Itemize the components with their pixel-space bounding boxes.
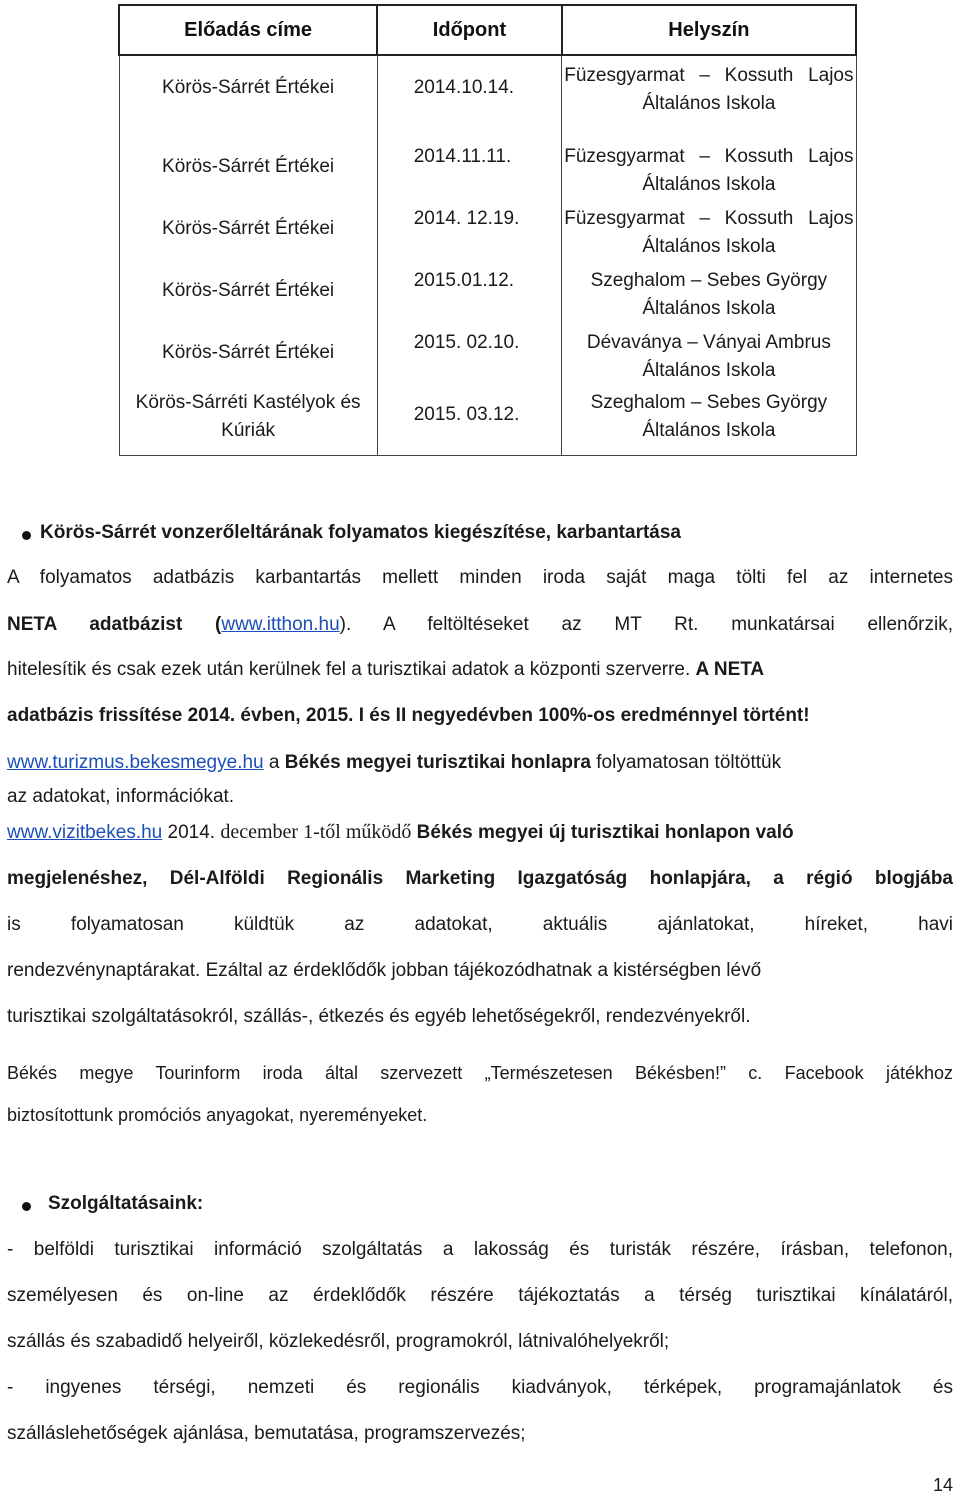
text-span: 2014. [162, 822, 221, 843]
row-place [562, 323, 856, 385]
paragraph-line: turisztikai szolgáltatásokról, szállás-, étkezés és egyéb lehetőségekről, rendezvényekről. [7, 1006, 751, 1027]
vizitbekes-link[interactable]: www.vizitbekes.hu [7, 822, 163, 843]
place-name: Füzesgyarmat – Kossuth Lajos [564, 208, 854, 229]
table-row [119, 261, 856, 323]
place-school: Általános Iskola [642, 93, 776, 114]
row-date: 2015.01.12. [377, 261, 562, 323]
place-name: Szeghalom – Sebes György [590, 392, 828, 413]
row-date: 2014.10.14. [377, 55, 562, 137]
paragraph-line: Békés megye Tourinform iroda által szervezett „Természetesen Békésben!” c. Facebook játékhoz [7, 1063, 953, 1083]
bold-span: A NETA [695, 659, 765, 680]
section-heading: Szolgáltatásaink: [48, 1193, 204, 1214]
text-span: is folyamatosan küldtük az adatokat, aktuális ajánlatokat, híreket, havi [7, 914, 953, 935]
table-row [119, 385, 856, 455]
row-date: 2015. 02.10. [377, 323, 562, 385]
table-row [119, 199, 856, 261]
bullet-icon [22, 1202, 31, 1211]
row-place [562, 261, 856, 323]
paragraph-line: biztosítottunk promóciós anyagokat, nyereményeket. [7, 1105, 428, 1125]
row-title [119, 385, 377, 455]
row-title: Körös-Sárrét Értékei [119, 323, 377, 385]
place-school: Általános Iskola [642, 420, 776, 441]
bold-span: Békés megyei turisztikai honlapra [284, 752, 591, 773]
paragraph-line [7, 914, 953, 936]
paragraph-line [7, 752, 953, 774]
row-place [562, 385, 856, 455]
paragraph-line: személyesen és on-line az érdeklődők részére tájékoztatás a térség turisztikai kínálatáról, [7, 1285, 953, 1306]
page-number: 14 [932, 1475, 953, 1495]
row-date: 2015. 03.12. [377, 385, 562, 455]
table-row [119, 55, 856, 137]
paragraph-line [7, 614, 953, 636]
place-school: Általános Iskola [642, 298, 776, 319]
paragraph-line: szálláslehetőségek ajánlása, bemutatása, programszervezés; [7, 1423, 526, 1444]
paragraph-line [7, 821, 953, 844]
turizmus-link[interactable]: www.turizmus.bekesmegye.hu [7, 752, 264, 773]
place-school: Általános Iskola [642, 360, 776, 381]
place-school: Általános Iskola [642, 236, 776, 257]
row-title-line: Körös-Sárréti Kastélyok és [135, 392, 361, 413]
section-heading: Körös-Sárrét vonzerőleltárának folyamatos kiegészítése, karbantartása [40, 522, 681, 543]
paragraph-line: adatbázis frissítése 2014. évben, 2015. I és II negyedévben 100%-os eredménnyel történt! [7, 705, 810, 726]
events-table [118, 4, 857, 456]
header-title: Előadás címe [119, 5, 377, 55]
bullet-icon [22, 531, 31, 540]
table-row [119, 137, 856, 199]
paragraph-line: az adatokat, információkat. [7, 786, 235, 807]
itthon-link[interactable]: www.itthon.hu [221, 614, 340, 635]
table-row [119, 323, 856, 385]
row-date: 2014.11.11. [377, 137, 562, 199]
paragraph-line: A folyamatos adatbázis karbantartás mellett minden iroda saját maga tölti fel az internetes [7, 567, 953, 588]
row-title: Körös-Sárrét Értékei [119, 199, 377, 261]
place-name: Füzesgyarmat – Kossuth Lajos [564, 146, 854, 167]
row-place [562, 55, 856, 137]
text-span: a [263, 752, 285, 773]
row-date: 2014. 12.19. [377, 199, 562, 261]
paragraph-line: - ingyenes térségi, nemzeti és regionális kiadványok, térképek, programajánlatok és [7, 1377, 953, 1398]
table-header-row [119, 5, 856, 55]
text-span: NETA adatbázist ( [7, 614, 222, 635]
text-span: Ezáltal az érdeklődők jobban tájékozódhatnak a kistérségben lévő [205, 960, 762, 981]
row-place [562, 199, 856, 261]
bold-span: megjelenéshez, Dél-Alföldi [7, 868, 265, 889]
row-place [562, 137, 856, 199]
paragraph-line [7, 960, 953, 982]
paragraph-line [7, 868, 953, 890]
bold-span: Békés megyei új turisztikai honlapon való [411, 822, 794, 843]
place-name: Szeghalom – Sebes György [590, 270, 828, 291]
place-name: Dévaványa – Ványai Ambrus [586, 332, 831, 353]
header-date: Időpont [377, 5, 562, 55]
text-span: rendezvénynaptárakat. [7, 960, 206, 981]
text-span: folyamatosan töltöttük [590, 752, 782, 773]
place-name: Füzesgyarmat – Kossuth Lajos [564, 65, 854, 86]
row-title: Körös-Sárrét Értékei [119, 137, 377, 199]
paragraph-line: - belföldi turisztikai információ szolgáltatás a lakosság és turisták részére, írásban, telefonon, [7, 1239, 953, 1260]
header-place: Helyszín [562, 5, 856, 55]
row-title: Körös-Sárrét Értékei [119, 261, 377, 323]
text-span: ). A feltöltéseket az MT Rt. munkatársai ellenőrzik, [339, 614, 953, 635]
bold-span: Regionális Marketing Igazgatóság honlapjára, a régió blogjába [287, 868, 953, 889]
row-title-line: Kúriák [221, 420, 276, 441]
text-span: hitelesítik és csak ezek után kerülnek fel a turisztikai adatok a központi szerverre. [7, 659, 696, 680]
place-school: Általános Iskola [642, 174, 776, 195]
paragraph-line [7, 659, 953, 681]
serif-span: december 1-től működő [220, 821, 412, 843]
row-title: Körös-Sárrét Értékei [119, 55, 377, 137]
paragraph-line: szállás és szabadidő helyeiről, közlekedésről, programokról, látnivalóhelyekről; [7, 1331, 670, 1352]
